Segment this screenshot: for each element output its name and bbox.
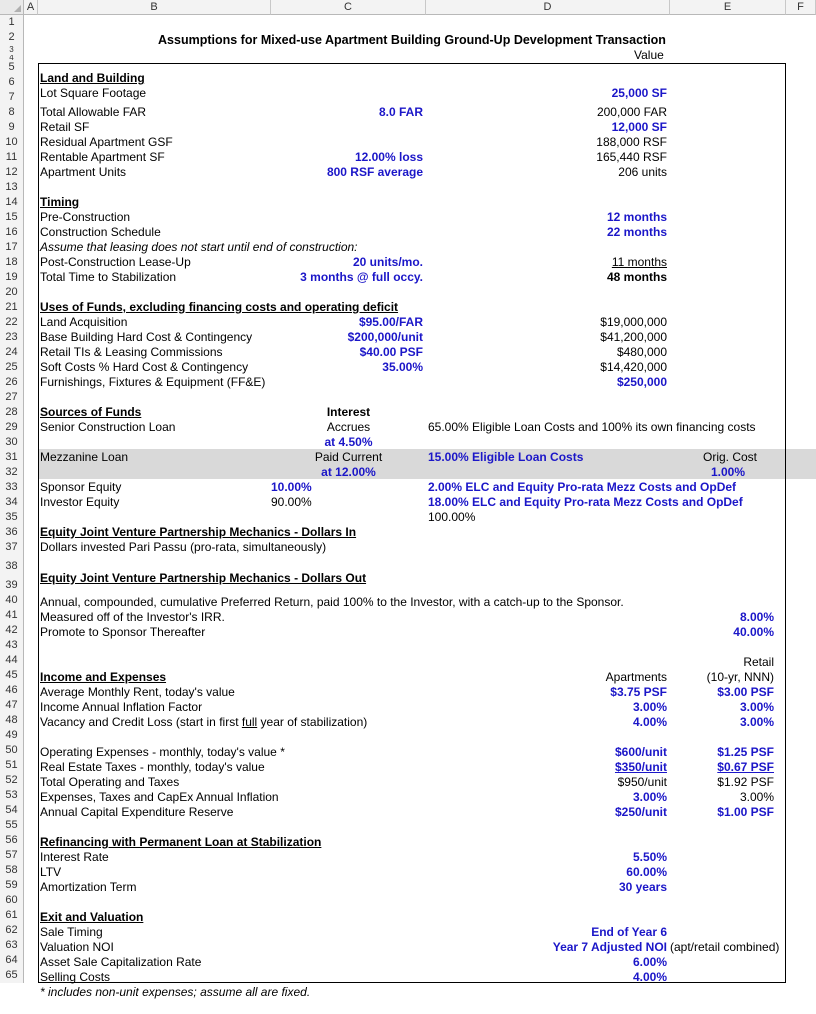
rentable-input[interactable]: 12.00% loss [354, 150, 423, 164]
column-header-d[interactable]: D [426, 0, 670, 15]
row-header[interactable]: 52 [0, 773, 24, 788]
orig-cost-value[interactable]: 1.00% [710, 465, 745, 479]
uses-row-value[interactable]: $19,000,000 [600, 315, 667, 329]
row-header[interactable]: 9 [0, 120, 24, 135]
far-input[interactable]: 8.0 FAR [378, 105, 423, 119]
vacancy-apt[interactable]: 4.00% [632, 715, 667, 729]
total-opex-apt[interactable]: $950/unit [617, 775, 667, 789]
row-header[interactable]: 26 [0, 375, 24, 390]
selling-costs-value[interactable]: 4.00% [632, 970, 667, 984]
interest-header: Interest [326, 405, 371, 419]
row-header[interactable]: 32 [0, 465, 24, 480]
income-inflation-label: Income Annual Inflation Factor [40, 700, 203, 714]
sponsor-equity-label: Sponsor Equity [40, 480, 122, 494]
uses-row-label: Soft Costs % Hard Cost & Contingency [40, 360, 249, 374]
retail-label: Retail SF [40, 120, 90, 134]
investor-equity-pct[interactable]: 90.00% [271, 495, 312, 509]
row-header[interactable]: 36 [0, 525, 24, 540]
far-value[interactable]: 200,000 FAR [596, 105, 667, 119]
leaseup-label: Post-Construction Lease-Up [40, 255, 191, 269]
row-header[interactable]: 51 [0, 758, 24, 773]
lot-value[interactable]: 25,000 SF [611, 86, 667, 100]
uses-row-value[interactable]: $14,420,000 [600, 360, 667, 374]
vacancy-retail[interactable]: 3.00% [739, 715, 774, 729]
row-header[interactable]: 53 [0, 788, 24, 803]
mezz-loan-note[interactable]: 15.00% Eligible Loan Costs [428, 450, 584, 464]
row-header[interactable]: 62 [0, 923, 24, 938]
uses-row-input[interactable]: $40.00 PSF [359, 345, 423, 359]
promote-value[interactable]: 40.00% [733, 625, 774, 639]
row-header[interactable]: 63 [0, 938, 24, 953]
row-header[interactable]: 4 [0, 55, 24, 60]
tax-apt[interactable]: $350/unit [614, 760, 667, 774]
row-header[interactable]: 22 [0, 315, 24, 330]
senior-loan-note: 65.00% Eligible Loan Costs and 100% its own financing costs [428, 420, 756, 434]
sponsor-equity-note[interactable]: 2.00% ELC and Equity Pro-rata Mezz Costs and OpDef [428, 480, 737, 494]
row-header[interactable]: 7 [0, 90, 24, 105]
row-header[interactable]: 65 [0, 968, 24, 983]
uses-row-label: Base Building Hard Cost & Contingency [40, 330, 253, 344]
valuation-noi-label: Valuation NOI [40, 940, 114, 954]
mezz-interest-rate[interactable]: at 12.00% [321, 465, 376, 479]
row-header[interactable]: 34 [0, 495, 24, 510]
sources-heading: Sources of Funds [40, 405, 142, 419]
jv-out-text: Annual, compounded, cumulative Preferred Return, paid 100% to the Investor, with a catch-up to the Sponsor. [40, 595, 624, 609]
promote-label: Promote to Sponsor Thereafter [40, 625, 206, 639]
amortization-value[interactable]: 30 years [618, 880, 667, 894]
footnote: * includes non-unit expenses; assume all are fixed. [40, 985, 311, 999]
row-header[interactable]: 17 [0, 240, 24, 255]
row-header[interactable]: 25 [0, 360, 24, 375]
leasing-note: Assume that leasing does not start until end of construction: [40, 240, 358, 254]
jv-in-heading: Equity Joint Venture Partnership Mechanics - Dollars In [40, 525, 357, 539]
value-header: Value [634, 48, 664, 62]
resid-label: Residual Apartment GSF [40, 135, 173, 149]
uses-row-input[interactable]: 35.00% [382, 360, 423, 374]
construction-value[interactable]: 22 months [606, 225, 667, 239]
uses-row-label: Retail TIs & Leasing Commissions [40, 345, 223, 359]
far-label: Total Allowable FAR [40, 105, 147, 119]
retail-value[interactable]: 12,000 SF [611, 120, 667, 134]
uses-row-value[interactable]: $41,200,000 [600, 330, 667, 344]
income-inflation-retail[interactable]: 3.00% [739, 700, 774, 714]
row-header[interactable]: 21 [0, 300, 24, 315]
row-header[interactable]: 15 [0, 210, 24, 225]
expense-inflation-apt[interactable]: 3.00% [632, 790, 667, 804]
row-header[interactable]: 35 [0, 510, 24, 525]
row-header[interactable]: 30 [0, 435, 24, 450]
mezz-interest-type[interactable]: Paid Current [314, 450, 383, 464]
row-header[interactable]: 57 [0, 848, 24, 863]
cap-rate-label: Asset Sale Capitalization Rate [40, 955, 202, 969]
row-header[interactable]: 33 [0, 480, 24, 495]
row-header[interactable]: 59 [0, 878, 24, 893]
opex-apt[interactable]: $600/unit [614, 745, 667, 759]
exit-heading: Exit and Valuation [40, 910, 144, 924]
row-header[interactable]: 54 [0, 803, 24, 818]
retail-header: Retail [743, 655, 774, 669]
row-header[interactable]: 31 [0, 450, 24, 465]
timing-heading: Timing [40, 195, 80, 209]
uses-row-value[interactable]: $480,000 [616, 345, 667, 359]
irr-label: Measured off of the Investor's IRR. [40, 610, 225, 624]
row-header[interactable]: 38 [0, 555, 24, 578]
row-header[interactable]: 55 [0, 818, 24, 833]
capex-label: Annual Capital Expenditure Reserve [40, 805, 234, 819]
row-header[interactable]: 64 [0, 953, 24, 968]
row-header[interactable]: 10 [0, 135, 24, 150]
refi-rate-value[interactable]: 5.50% [632, 850, 667, 864]
column-header-e[interactable]: E [670, 0, 786, 15]
row-header[interactable]: 58 [0, 863, 24, 878]
row-header[interactable]: 24 [0, 345, 24, 360]
opex-retail[interactable]: $1.25 PSF [717, 745, 774, 759]
total-opex-label: Total Operating and Taxes [40, 775, 180, 789]
row-header[interactable]: 23 [0, 330, 24, 345]
leaseup-value[interactable]: 11 months [611, 255, 667, 269]
row-header[interactable]: 12 [0, 165, 24, 180]
row-header[interactable]: 18 [0, 255, 24, 270]
irr-value[interactable]: 8.00% [739, 610, 774, 624]
ltv-label: LTV [40, 865, 62, 879]
rent-apt[interactable]: $3.75 PSF [610, 685, 667, 699]
row-header[interactable]: 14 [0, 195, 24, 210]
income-heading: Income and Expenses [40, 670, 167, 684]
row-header[interactable]: 45 [0, 668, 24, 683]
land-heading: Land and Building [40, 71, 145, 85]
row-header[interactable]: 39 [0, 578, 24, 593]
row-header[interactable]: 49 [0, 728, 24, 743]
row-header[interactable]: 60 [0, 893, 24, 908]
row-header[interactable]: 37 [0, 540, 24, 555]
senior-interest-rate[interactable]: at 4.50% [324, 435, 373, 449]
row-header[interactable]: 19 [0, 270, 24, 285]
units-label: Apartment Units [40, 165, 127, 179]
rentable-label: Rentable Apartment SF [40, 150, 165, 164]
rentable-value[interactable]: 165,440 RSF [596, 150, 667, 164]
row-header[interactable]: 50 [0, 743, 24, 758]
uses-heading: Uses of Funds, excluding financing costs and operating deficit [40, 300, 399, 314]
row-header[interactable]: 47 [0, 698, 24, 713]
column-header-b[interactable]: B [38, 0, 271, 15]
expense-inflation-label: Expenses, Taxes and CapEx Annual Inflation [40, 790, 279, 804]
orig-cost-header: Orig. Cost [702, 450, 757, 464]
row-header[interactable]: 1 [0, 15, 24, 30]
row-header[interactable]: 27 [0, 390, 24, 405]
jv-out-heading: Equity Joint Venture Partnership Mechanics - Dollars Out [40, 571, 367, 585]
leaseup-input[interactable]: 20 units/mo. [352, 255, 423, 269]
expense-inflation-retail[interactable]: 3.00% [739, 790, 774, 804]
jv-in-text: Dollars invested Pari Passu (pro-rata, simultaneously) [40, 540, 327, 554]
row-header[interactable]: 2 [0, 30, 24, 45]
refi-rate-label: Interest Rate [40, 850, 109, 864]
investor-equity-label: Investor Equity [40, 495, 120, 509]
ltv-value[interactable]: 60.00% [626, 865, 667, 879]
opex-label: Operating Expenses - monthly, today's value * [40, 745, 285, 759]
row-header[interactable]: 3 [0, 45, 24, 55]
tax-retail[interactable]: $0.67 PSF [717, 760, 774, 774]
selling-costs-label: Selling Costs [40, 970, 111, 984]
row-header[interactable]: 8 [0, 105, 24, 120]
apartments-header: Apartments [605, 670, 667, 684]
column-header-a[interactable]: A [24, 0, 38, 15]
senior-loan-label: Senior Construction Loan [40, 420, 176, 434]
resid-value[interactable]: 188,000 RSF [596, 135, 667, 149]
uses-row-label: Furnishings, Fixtures & Equipment (FF&E) [40, 375, 266, 389]
investor-equity-note[interactable]: 18.00% ELC and Equity Pro-rata Mezz Costs and OpDef [428, 495, 743, 509]
units-input[interactable]: 800 RSF average [326, 165, 423, 179]
row-header[interactable]: 5 [0, 60, 24, 75]
mezz-loan-label: Mezzanine Loan [40, 450, 129, 464]
vacancy-label: Vacancy and Credit Loss (start in first full year of stabilization) [40, 715, 368, 729]
row-header[interactable]: 48 [0, 713, 24, 728]
uses-row-input[interactable]: $200,000/unit [347, 330, 423, 344]
row-header[interactable]: 6 [0, 75, 24, 90]
row-header[interactable]: 46 [0, 683, 24, 698]
units-value[interactable]: 206 units [618, 165, 667, 179]
total-opex-retail[interactable]: $1.92 PSF [717, 775, 774, 789]
capex-apt[interactable]: $250/unit [614, 805, 667, 819]
row-header[interactable]: 40 [0, 593, 24, 608]
valuation-noi-value[interactable]: Year 7 Adjusted NOI [552, 940, 667, 954]
amortization-label: Amortization Term [40, 880, 137, 894]
capex-retail[interactable]: $1.00 PSF [717, 805, 774, 819]
row-header[interactable]: 42 [0, 623, 24, 638]
row-header[interactable]: 28 [0, 405, 24, 420]
column-header-c[interactable]: C [271, 0, 426, 15]
lot-label: Lot Square Footage [40, 86, 147, 100]
refi-heading: Refinancing with Permanent Loan at Stabilization [40, 835, 322, 849]
row-header[interactable]: 29 [0, 420, 24, 435]
uses-row-input[interactable]: $95.00/FAR [358, 315, 423, 329]
retail-subheader: (10-yr, NNN) [706, 670, 774, 684]
sources-total[interactable]: 100.00% [428, 510, 476, 524]
preconstruction-label: Pre-Construction [40, 210, 131, 224]
uses-row-value[interactable]: $250,000 [616, 375, 667, 389]
row-header[interactable]: 13 [0, 180, 24, 195]
sponsor-equity-pct[interactable]: 10.00% [271, 480, 312, 494]
rent-label: Average Monthly Rent, today's value [40, 685, 235, 699]
rent-retail[interactable]: $3.00 PSF [717, 685, 774, 699]
senior-interest-type[interactable]: Accrues [326, 420, 371, 434]
row-header[interactable]: 56 [0, 833, 24, 848]
uses-row-label: Land Acquisition [40, 315, 128, 329]
stabilization-value[interactable]: 48 months [606, 270, 667, 284]
page-title: Assumptions for Mixed-use Apartment Building Ground-Up Development Transaction [158, 33, 666, 47]
row-header[interactable]: 11 [0, 150, 24, 165]
row-header[interactable]: 44 [0, 653, 24, 668]
row-header[interactable]: 16 [0, 225, 24, 240]
row-header[interactable]: 43 [0, 638, 24, 653]
column-header-f[interactable]: F [786, 0, 816, 15]
cap-rate-value[interactable]: 6.00% [632, 955, 667, 969]
sale-timing-label: Sale Timing [40, 925, 103, 939]
tax-label: Real Estate Taxes - monthly, today's value [40, 760, 265, 774]
valuation-noi-note: (apt/retail combined) [670, 940, 780, 954]
income-inflation-apt[interactable]: 3.00% [632, 700, 667, 714]
row-header[interactable]: 41 [0, 608, 24, 623]
stabilization-label: Total Time to Stabilization [40, 270, 177, 284]
construction-label: Construction Schedule [40, 225, 161, 239]
sale-timing-value[interactable]: End of Year 6 [591, 925, 667, 939]
stabilization-input[interactable]: 3 months @ full occy. [300, 270, 423, 284]
row-header[interactable]: 61 [0, 908, 24, 923]
select-all-corner[interactable] [0, 0, 24, 15]
row-header[interactable]: 20 [0, 285, 24, 300]
preconstruction-value[interactable]: 12 months [606, 210, 667, 224]
